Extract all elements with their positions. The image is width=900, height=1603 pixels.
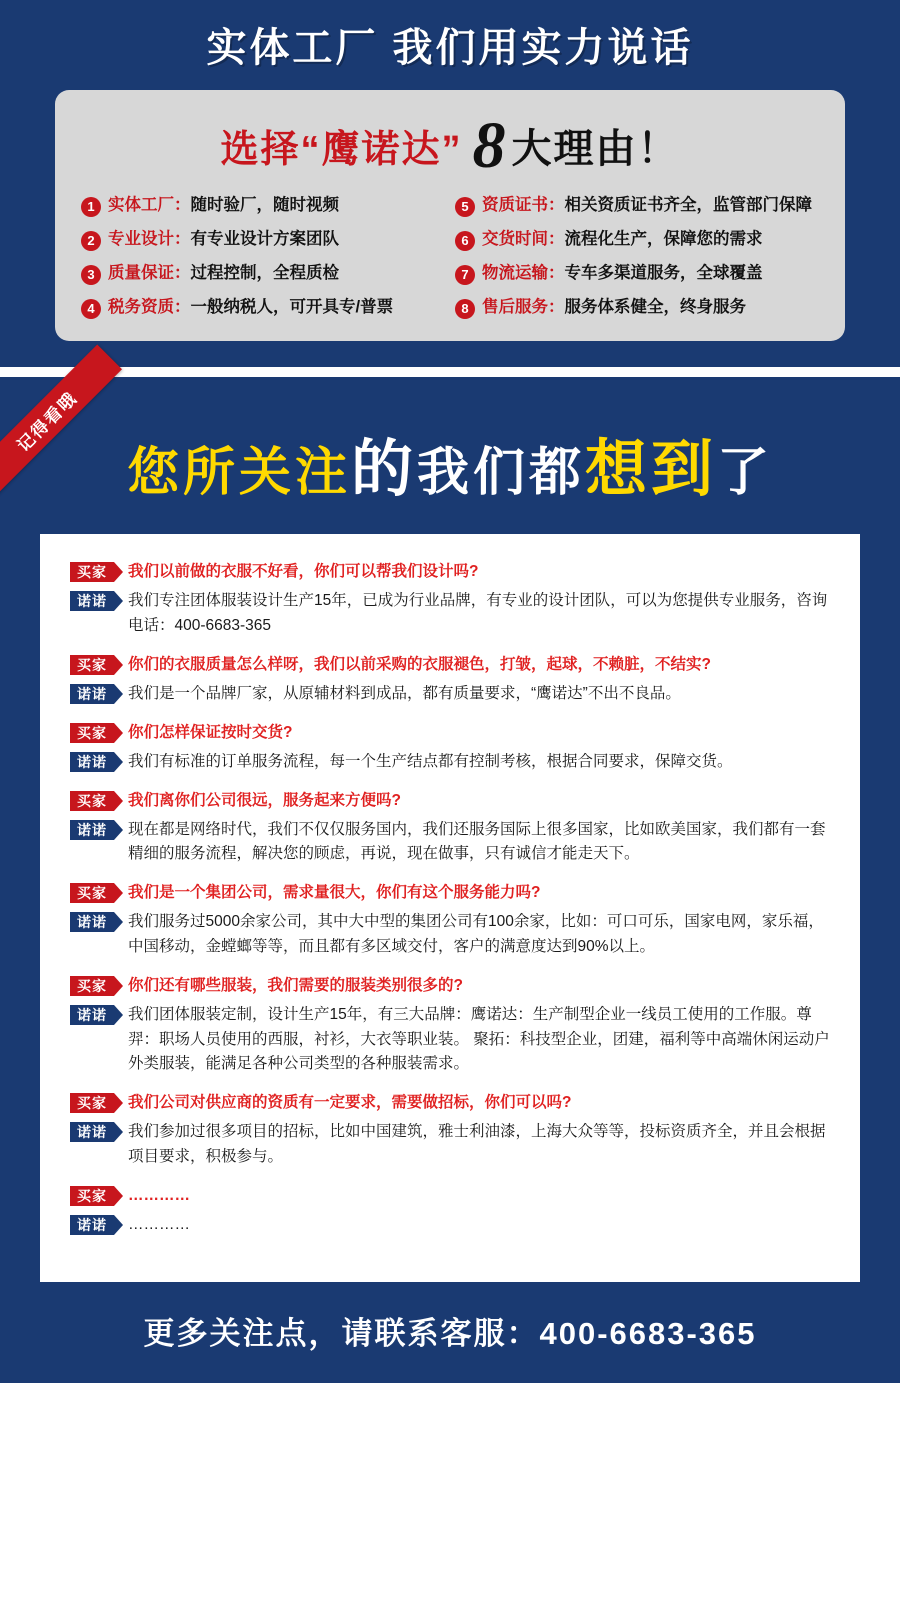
section-divider	[0, 367, 900, 377]
qa-block	[70, 721, 830, 775]
qa-block	[70, 881, 830, 960]
answer-text: 我们参加过很多项目的招标，比如中国建筑，雅士利油漆，上海大众等等，投标资质齐全，并且会根据项目要求，积极参与。	[128, 1123, 826, 1166]
buyer-tag: 买家	[70, 723, 114, 743]
reason-item	[455, 263, 819, 285]
qa-block	[70, 789, 830, 868]
answer-tag: 诺诺	[70, 752, 114, 772]
answer-text: 我们专注团体服装设计生产15年，已成为行业品牌，有专业的设计团队，可以为您提供专业服务，咨询电话：400-6683-365	[128, 592, 828, 635]
faq-section	[0, 377, 900, 1382]
question-text: 我们离你们公司很远，服务起来方便吗?	[128, 791, 401, 809]
answer-row	[70, 1213, 830, 1238]
reason-number-badge: 5	[455, 197, 475, 217]
reason-item	[81, 263, 445, 285]
reason-text: 服务体系健全，终身服务	[564, 298, 746, 317]
reason-number-badge: 7	[455, 265, 475, 285]
question-text: 我们以前做的衣服不好看，你们可以帮我们设计吗?	[128, 563, 479, 581]
buyer-tag: 买家	[70, 976, 114, 996]
qa-block	[70, 560, 830, 639]
reason-item	[81, 195, 445, 217]
buyer-tag: 买家	[70, 562, 114, 582]
question-row	[70, 653, 830, 677]
reason-text: 相关资质证书齐全，监管部门保障	[564, 196, 812, 215]
reason-label: 交货时间：	[482, 230, 565, 249]
reason-label: 税务资质：	[108, 298, 191, 317]
answer-tag: 诺诺	[70, 1005, 114, 1025]
buyer-tag: 买家	[70, 883, 114, 903]
answer-row	[70, 589, 830, 639]
qa-block	[70, 653, 830, 707]
reasons-box	[55, 90, 845, 341]
reason-item	[455, 229, 819, 251]
footer-contact-text: 更多关注点，请联系客服：400-6683-365	[143, 1315, 757, 1351]
faq-title-part1: 您所关注	[126, 444, 351, 503]
qa-block	[70, 1091, 830, 1170]
answer-row	[70, 1120, 830, 1170]
question-row	[70, 974, 830, 998]
reason-item	[455, 297, 819, 319]
question-row	[70, 881, 830, 905]
qa-block	[70, 1184, 830, 1238]
faq-card	[40, 534, 860, 1281]
question-text: …………	[128, 1186, 190, 1204]
question-text: 你们的衣服质量怎么样呀，我们以前采购的衣服褪色，打皱，起球，不赖脏，不结实?	[128, 656, 711, 673]
headline-number: 8	[472, 109, 506, 182]
answer-tag: 诺诺	[70, 820, 114, 840]
reason-label: 物流运输：	[482, 264, 565, 283]
reason-label: 质量保证：	[108, 264, 191, 283]
question-row	[70, 1091, 830, 1115]
faq-title-part5: 了	[717, 444, 774, 503]
reason-number-badge: 8	[455, 299, 475, 319]
reason-text: 随时验厂，随时视频	[190, 196, 339, 215]
reason-item	[81, 229, 445, 251]
buyer-tag: 买家	[70, 1186, 114, 1206]
reasons-section	[0, 0, 900, 367]
reasons-headline	[77, 106, 823, 191]
answer-text: …………	[128, 1215, 190, 1233]
answer-row	[70, 1003, 830, 1077]
headline-red-text: 选择“鹰诺达”	[220, 129, 463, 172]
question-text: 你们还有哪些服装，我们需要的服装类别很多的?	[128, 976, 463, 994]
answer-tag: 诺诺	[70, 684, 114, 704]
reason-item	[455, 195, 819, 217]
reason-text: 有专业设计方案团队	[190, 230, 339, 249]
answer-row	[70, 682, 830, 707]
reason-number-badge: 2	[81, 231, 101, 251]
reasons-grid	[77, 191, 823, 319]
answer-tag: 诺诺	[70, 1122, 114, 1142]
reason-label: 售后服务：	[482, 298, 565, 317]
footer	[0, 1282, 900, 1383]
answer-text: 我们服务过5000余家公司，其中大中型的集团公司有100余家，比如：可口可乐，国家电网，家乐福，中国移动，金螳螂等等，而且都有多区域交付，客户的满意度达到90%以上。	[128, 913, 824, 956]
question-row	[70, 721, 830, 745]
buyer-tag: 买家	[70, 791, 114, 811]
reason-text: 一般纳税人，可开具专/普票	[190, 298, 394, 317]
answer-text: 我们团体服装定制，设计生产15年，有三大品牌：鹰诺达：生产制型企业一线员工使用的工作服。尊羿：职场人员使用的西服，衬衫，大衣等职业装。 聚拓：科技型企业，团建，福利等中高端休闲运动户外类服装，能满足各种公司类型的各种服装需求。	[128, 1005, 830, 1073]
answer-text: 我们有标准的订单服务流程，每一个生产结点都有控制考核，根据合同要求，保障交货。	[128, 752, 733, 770]
answer-row	[70, 910, 830, 960]
answer-tag: 诺诺	[70, 912, 114, 932]
question-row	[70, 560, 830, 584]
reason-text: 专车多渠道服务，全球覆盖	[564, 264, 763, 283]
faq-title-part2: 的	[350, 435, 417, 505]
reason-text: 流程化生产，保障您的需求	[564, 230, 763, 249]
buyer-tag: 买家	[70, 655, 114, 675]
reason-label: 实体工厂：	[108, 196, 191, 215]
question-text: 我们公司对供应商的资质有一定要求，需要做招标，你们可以吗?	[128, 1094, 572, 1112]
qa-block	[70, 974, 830, 1077]
answer-tag: 诺诺	[70, 591, 114, 611]
question-text: 我们是一个集团公司，需求量很大，你们有这个服务能力吗?	[128, 884, 541, 902]
answer-tag: 诺诺	[70, 1215, 114, 1235]
reason-label: 专业设计：	[108, 230, 191, 249]
buyer-tag: 买家	[70, 1093, 114, 1113]
reason-number-badge: 4	[81, 299, 101, 319]
faq-title-part3: 我们都	[416, 444, 585, 503]
reason-text: 过程控制，全程质检	[190, 264, 339, 283]
headline-black-text: 大理由！	[511, 127, 680, 172]
faq-title	[0, 377, 900, 534]
banner-title: 实体工厂 我们用实力说话	[206, 26, 694, 70]
reason-number-badge: 6	[455, 231, 475, 251]
answer-row	[70, 818, 830, 868]
reason-item	[81, 297, 445, 319]
reason-label: 资质证书：	[482, 196, 565, 215]
question-row	[70, 789, 830, 813]
answer-text: 现在都是网络时代，我们不仅仅服务国内，我们还服务国际上很多国家，比如欧美国家，我们都有一套精细的服务流程，解决您的顾虑，再说，现在做事，只有诚信才能走天下。	[128, 820, 826, 863]
answer-text: 我们是一个品牌厂家，从原辅材料到成品，都有质量要求，“鹰诺达”不出不良品。	[128, 685, 681, 703]
question-row	[70, 1184, 830, 1208]
corner-ribbon: 记得看哦	[0, 345, 122, 497]
reason-number-badge: 3	[81, 265, 101, 285]
reason-number-badge: 1	[81, 197, 101, 217]
faq-title-part4: 想到	[585, 435, 718, 505]
answer-row	[70, 750, 830, 775]
question-text: 你们怎样保证按时交货?	[128, 723, 293, 741]
